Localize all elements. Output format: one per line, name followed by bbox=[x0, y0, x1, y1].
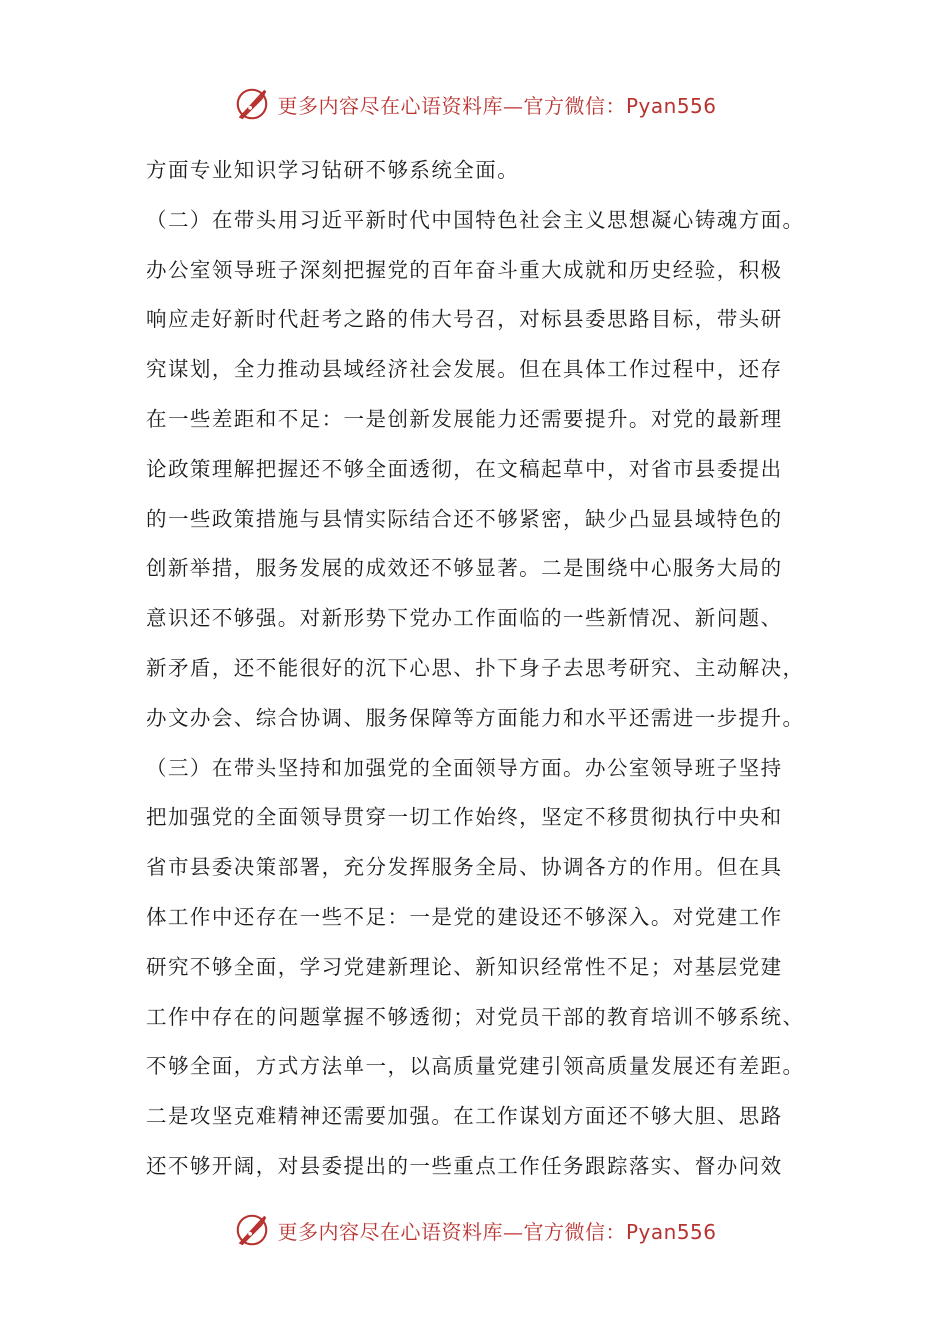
text-line: 在一些差距和不足：一是创新发展能力还需要提升。对党的最新理 bbox=[146, 406, 783, 431]
text-line: 响应走好新时代赶考之路的伟大号召，对标县委思路目标，带头研 bbox=[146, 307, 783, 332]
text-line: 二是攻坚克难精神还需要加强。在工作谋划方面还不够大胆、思路 bbox=[146, 1104, 783, 1129]
text-line: 还不够开阔，对县委提出的一些重点工作任务跟踪落实、督办问效 bbox=[146, 1153, 783, 1178]
banner-dash: — bbox=[502, 93, 524, 118]
banner-wechat-id: Pyan556 bbox=[625, 93, 717, 118]
header-banner bbox=[0, 82, 950, 126]
text-line: 办文办会、综合协调、服务保障等方面能力和水平还需进一步提升。 bbox=[146, 705, 805, 730]
text-line: 的一些政策措施与县情实际结合还不够紧密，缺少凸显县域特色的 bbox=[146, 506, 783, 531]
banner-wechat-id: Pyan556 bbox=[625, 1219, 717, 1244]
text-line: 省市县委决策部署，充分发挥服务全局、协调各方的作用。但在具 bbox=[146, 855, 783, 880]
text-line: 意识还不够强。对新形势下党办工作面临的一些新情况、新问题、 bbox=[146, 606, 783, 631]
banner-site-name: 更多内容尽在心语资料库 bbox=[277, 1219, 503, 1244]
body-text bbox=[146, 146, 816, 1192]
banner-wechat-label: 官方微信： bbox=[523, 93, 626, 118]
text-line: 办公室领导班子深刻把握党的百年奋斗重大成就和历史经验，积极 bbox=[146, 257, 783, 282]
footer-banner bbox=[0, 1208, 950, 1252]
text-line: 论政策理解把握还不够全面透彻，在文稿起草中，对省市县委提出 bbox=[146, 456, 783, 481]
banner-wechat-label: 官方微信： bbox=[523, 1219, 626, 1244]
text-line: 体工作中还存在一些不足：一是党的建设还不够深入。对党建工作 bbox=[146, 904, 783, 929]
text-line: 新矛盾，还不能很好的沉下心思、扑下身子去思考研究、主动解决， bbox=[146, 655, 805, 680]
text-line: 把加强党的全面领导贯穿一切工作始终，坚定不移贯彻执行中央和 bbox=[146, 805, 783, 830]
text-line: 不够全面，方式方法单一，以高质量党建引领高质量发展还有差距。 bbox=[146, 1054, 805, 1079]
text-line: 研究不够全面，学习党建新理论、新知识经常性不足；对基层党建 bbox=[146, 954, 783, 979]
text-line: 工作中存在的问题掌握不够透彻；对党员干部的教育培训不够系统、 bbox=[146, 1004, 805, 1029]
text-line: （二）在带头用习近平新时代中国特色社会主义思想凝心铸魂方面。 bbox=[146, 207, 805, 232]
text-line: （三）在带头坚持和加强党的全面领导方面。办公室领导班子坚持 bbox=[146, 755, 783, 780]
text-line: 创新举措，服务发展的成效还不够显著。二是围绕中心服务大局的 bbox=[146, 556, 783, 581]
pen-nib-logo-icon bbox=[233, 1211, 271, 1249]
banner-text bbox=[277, 90, 716, 119]
banner-text bbox=[277, 1216, 716, 1245]
text-line: 究谋划，全力推动县域经济社会发展。但在具体工作过程中，还存 bbox=[146, 357, 783, 382]
pen-nib-logo-icon bbox=[233, 85, 271, 123]
text-line: 方面专业知识学习钻研不够系统全面。 bbox=[146, 158, 520, 182]
banner-site-name: 更多内容尽在心语资料库 bbox=[277, 93, 503, 118]
banner-dash: — bbox=[502, 1219, 524, 1244]
